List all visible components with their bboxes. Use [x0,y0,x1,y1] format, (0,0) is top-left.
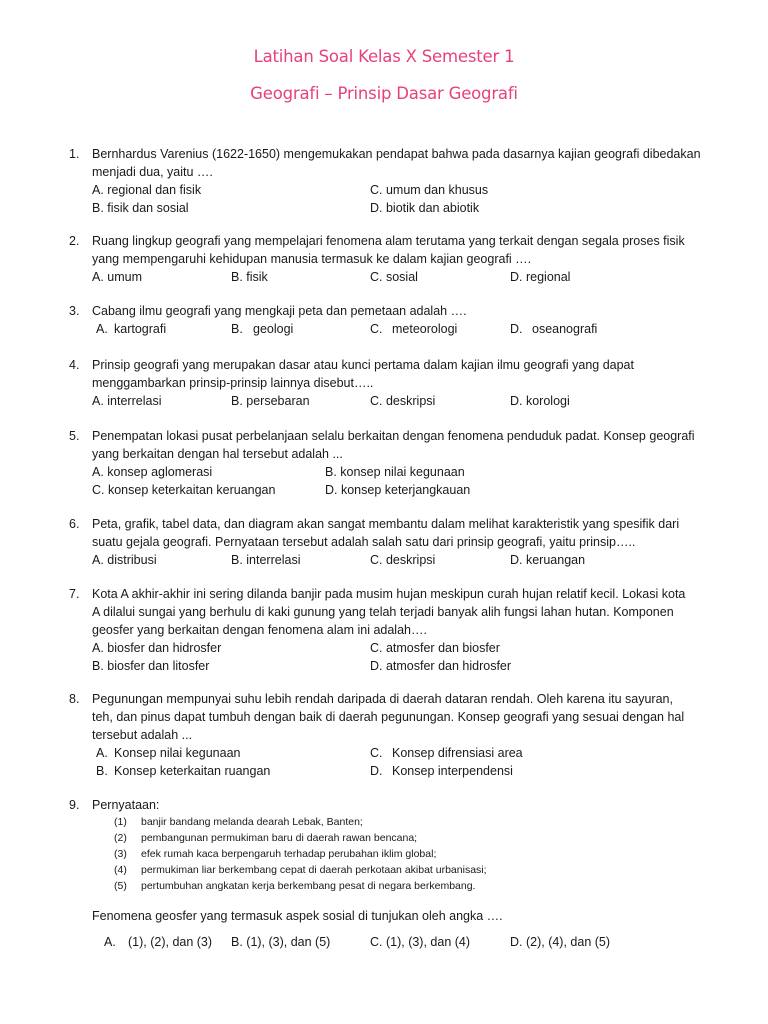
question-6 [69,515,729,569]
statement-text: permukiman liar berkembang cepat di daerah perkotaan akibat urbanisasi; [141,864,487,876]
question-stem-line: yang mempengaruhi kehidupan manusia termasuk ke dalam kajian geografi …. [92,252,532,266]
option-d: Konsep interpendensi [392,764,513,778]
question-stem-line: Pegunungan mempunyai suhu lebih rendah daripada di daerah dataran rendah. Oleh karena itu sayuran, [92,692,673,706]
question-number: 5. [69,429,80,443]
question-stem-line: geosfer yang berkaitan dengan fenomena alam ini adalah…. [92,623,427,637]
statement-item [114,862,729,878]
option-c: meteorologi [392,322,458,336]
option-a: A. konsep aglomerasi [92,465,213,479]
option-d: D. atmosfer dan hidrosfer [370,659,512,673]
option-b-letter: B. [96,764,108,778]
question-prompt: Fenomena geosfer yang termasuk aspek sosial di tunjukan oleh angka …. [92,909,503,923]
option-d: D. (2), (4), dan (5) [510,935,611,949]
option-d: D. keruangan [510,553,586,567]
question-stem-line: Peta, grafik, tabel data, dan diagram akan sangat membantu dalam melihat karakteristik yang spesifik dari [92,517,680,531]
option-b: B. fisik [231,270,268,284]
option-d: D. korologi [510,394,570,408]
question-number: 6. [69,517,80,531]
option-b: B. biosfer dan litosfer [92,659,210,673]
statement-number: (2) [114,832,127,844]
question-number: 4. [69,358,80,372]
option-d: D. biotik dan abiotik [370,201,480,215]
question-stem-line: Pernyataan: [92,798,160,812]
question-3 [69,302,729,338]
question-stem-line: Kota A akhir-akhir ini sering dilanda banjir pada musim hujan meskipun curah hujan relatif kecil. Lokasi kota [92,587,686,601]
option-b: B. konsep nilai kegunaan [325,465,465,479]
question-number: 1. [69,147,80,161]
question-stem-line: tersebut adalah ... [92,728,193,742]
option-b: Konsep keterkaitan ruangan [114,764,271,778]
statement-text: banjir bandang melanda dearah Lebak, Banten; [141,816,363,828]
option-c: C. deskripsi [370,553,436,567]
question-stem-line: Prinsip geografi yang merupakan dasar atau kunci pertama dalam kajian ilmu geografi yang dapat [92,358,634,372]
question-number: 7. [69,587,80,601]
question-stem-line: Ruang lingkup geografi yang mempelajari fenomena alam terutama yang terkait dengan segala proses fisik [92,234,685,248]
option-b: geologi [253,322,294,336]
option-a: (1), (2), dan (3) [128,935,213,949]
question-stem-line: Bernhardus Varenius (1622-1650) mengemukakan pendapat bahwa pada dasarnya kajian geografi dibedakan [92,147,701,161]
question-5 [69,427,729,499]
question-stem-line: A dilalui sungai yang berhulu di kaki gunung yang telah terjadi banyak alih fungsi lahan hutan. Komponen [92,605,674,619]
option-d: D. konsep keterjangkauan [325,483,471,497]
option-b: B. fisik dan sosial [92,201,189,215]
question-number: 3. [69,304,80,318]
option-c-letter: C. [370,746,383,760]
question-stem-line: Penempatan lokasi pusat perbelanjaan selalu berkaitan dengan fenomena penduduk padat. Konsep geografi [92,429,695,443]
option-b: B. interrelasi [231,553,301,567]
option-c: C. konsep keterkaitan keruangan [92,483,276,497]
option-a-letter: A. [96,746,108,760]
statement-text: efek rumah kaca berpengaruh terhadap perubahan iklim global; [141,848,437,860]
statement-number: (5) [114,880,127,892]
question-stem-line: suatu gejala geografi. Pernyataan tersebut adalah salah satu dari prinsip geografi, yaitu prinsip….. [92,535,636,549]
question-1 [69,145,729,217]
question-stem-line: teh, dan pinus dapat tumbuh dengan baik di daerah pegunungan. Konsep geografi yang sesuai dengan hal [92,710,685,724]
option-c: C. atmosfer dan biosfer [370,641,500,655]
statement-item [114,846,729,862]
option-c: C. deskripsi [370,394,436,408]
question-7 [69,585,729,675]
question-2 [69,232,729,286]
question-number: 9. [69,798,80,812]
statement-text: pembangunan permukiman baru di daerah rawan bencana; [141,832,418,844]
option-c: Konsep difrensiasi area [392,746,523,760]
question-stem-line: menjadi dua, yaitu …. [92,165,213,179]
option-a: Konsep nilai kegunaan [114,746,241,760]
option-a: A. interrelasi [92,394,162,408]
option-d: D. regional [510,270,571,284]
option-c: C. (1), (3), dan (4) [370,935,471,949]
question-4 [69,356,729,410]
question-number: 8. [69,692,80,706]
option-b: B. (1), (3), dan (5) [231,935,331,949]
question-stem-line: Cabang ilmu geografi yang mengkaji peta dan pemetaan adalah …. [92,304,467,318]
statement-number: (1) [114,816,127,828]
question-9 [69,796,729,951]
option-a: kartografi [114,322,167,336]
option-a-letter: A. [104,935,116,949]
option-a: A. umum [92,270,143,284]
option-c: C. sosial [370,270,418,284]
option-d-letter: D. [370,764,383,778]
page-subtitle: Geografi – Prinsip Dasar Geografi [250,84,518,103]
question-stem-line: yang berkaitan dengan hal tersebut adalah ... [92,447,343,461]
page-title: Latihan Soal Kelas X Semester 1 [253,47,515,66]
statement-text: pertumbuhan angkatan kerja berkembang pesat di negara berkembang. [141,880,476,892]
statement-item [114,878,729,894]
statement-item [114,830,729,846]
option-d-letter: D. [510,322,523,336]
option-c: C. umum dan khusus [370,183,489,197]
option-c-letter: C. [370,322,383,336]
option-a-letter: A. [96,322,108,336]
option-a: A. biosfer dan hidrosfer [92,641,222,655]
question-stem-line: menggambarkan prinsip-prinsip lainnya disebut….. [92,376,374,390]
statement-number: (3) [114,848,127,860]
option-b-letter: B. [231,322,243,336]
option-a: A. regional dan fisik [92,183,202,197]
option-b: B. persebaran [231,394,310,408]
statement-item [114,814,729,830]
question-8 [69,690,729,780]
statement-number: (4) [114,864,127,876]
option-a: A. distribusi [92,553,157,567]
option-d: oseanografi [532,322,598,336]
question-number: 2. [69,234,80,248]
